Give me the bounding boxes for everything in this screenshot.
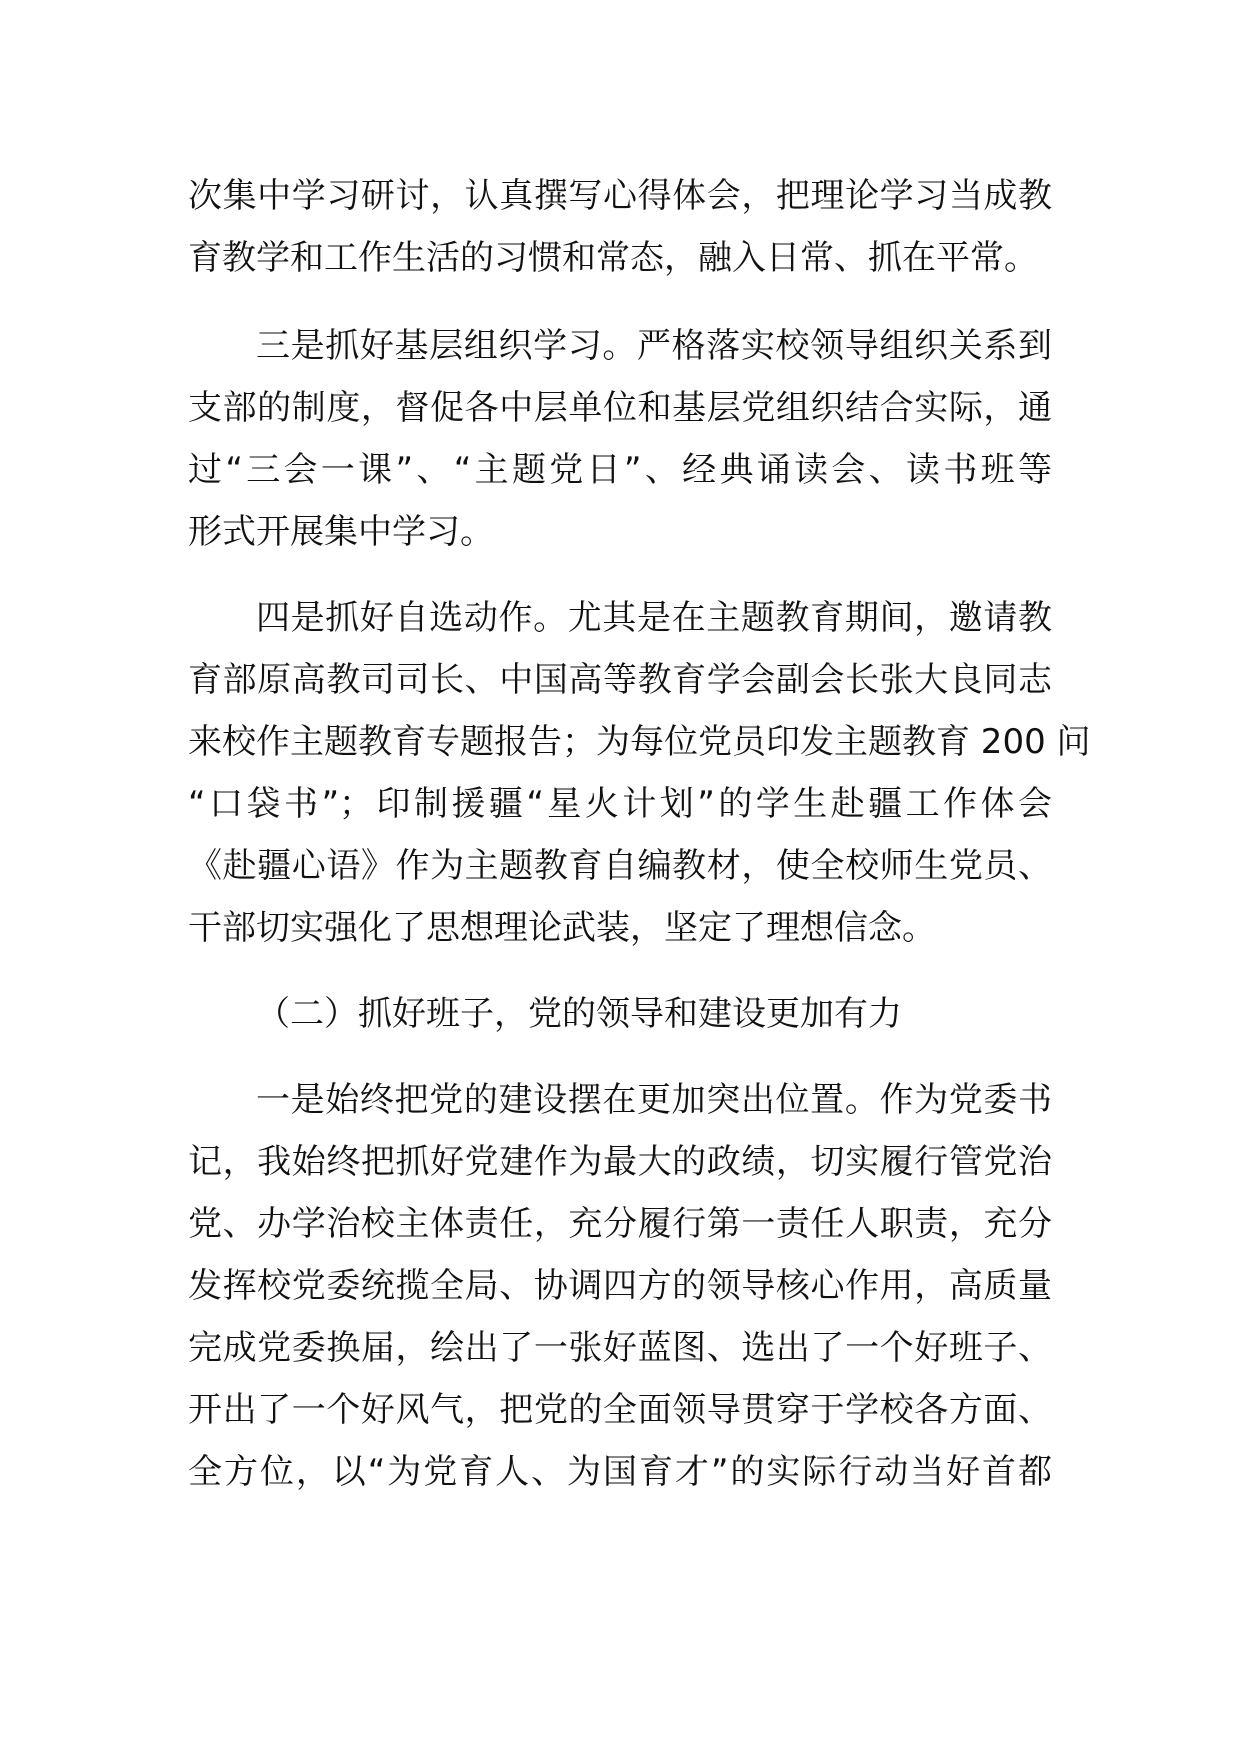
text-line: 形式开展集中学习。 bbox=[188, 512, 494, 552]
text-line: 全方位，以“为党育人、为国育才”的实际行动当好首都 bbox=[188, 1452, 1052, 1492]
paragraph-party-building bbox=[188, 1069, 1052, 1503]
text-line: 三是抓好基层组织学习。严格落实校领导组织关系到 bbox=[256, 326, 1052, 366]
text-line: 《赴疆心语》作为主题教育自编教材，使全校师生党员、 bbox=[188, 846, 1052, 886]
section-heading-text: （二）抓好班子，党的领导和建设更加有力 bbox=[256, 994, 902, 1034]
text-line: “口袋书”；印制援疆“星火计划”的学生赴疆工作体会 bbox=[188, 784, 1052, 824]
document-body bbox=[188, 165, 1091, 1503]
text-line: 记，我始终把抓好党建作为最大的政绩，切实履行管党治 bbox=[188, 1142, 1052, 1182]
text-line: 育教学和工作生活的习惯和常态，融入日常、抓在平常。 bbox=[188, 238, 1038, 278]
section-heading bbox=[188, 983, 1052, 1045]
text-line: 过“三会一课”、“主题党日”、经典诵读会、读书班等 bbox=[188, 450, 1052, 490]
text-line: 干部切实强化了思想理论武装，坚定了理想信念。 bbox=[188, 908, 936, 948]
paragraph-optional-actions bbox=[188, 587, 1091, 959]
text-line: 育部原高教司司长、中国高等教育学会副会长张大良同志 bbox=[188, 660, 1052, 700]
paragraph-continued-study bbox=[188, 165, 1052, 289]
text-line: 发挥校党委统揽全局、协调四方的领导核心作用，高质量 bbox=[188, 1266, 1052, 1306]
text-line: 完成党委换届，绘出了一张好蓝图、选出了一个好班子、 bbox=[188, 1328, 1052, 1368]
text-line: 支部的制度，督促各中层单位和基层党组织结合实际，通 bbox=[188, 388, 1052, 428]
text-line: 次集中学习研讨，认真撰写心得体会，把理论学习当成教 bbox=[188, 176, 1052, 216]
paragraph-grassroots-study bbox=[188, 315, 1052, 563]
text-line: 一是始终把党的建设摆在更加突出位置。作为党委书 bbox=[256, 1080, 1052, 1120]
text-line: 来校作主题教育专题报告；为每位党员印发主题教育 200 问 bbox=[188, 722, 1091, 762]
text-line: 四是抓好自选动作。尤其是在主题教育期间，邀请教 bbox=[256, 598, 1052, 638]
text-line: 党、办学治校主体责任，充分履行第一责任人职责，充分 bbox=[188, 1204, 1052, 1244]
text-line: 开出了一个好风气，把党的全面领导贯穿于学校各方面、 bbox=[188, 1390, 1052, 1430]
